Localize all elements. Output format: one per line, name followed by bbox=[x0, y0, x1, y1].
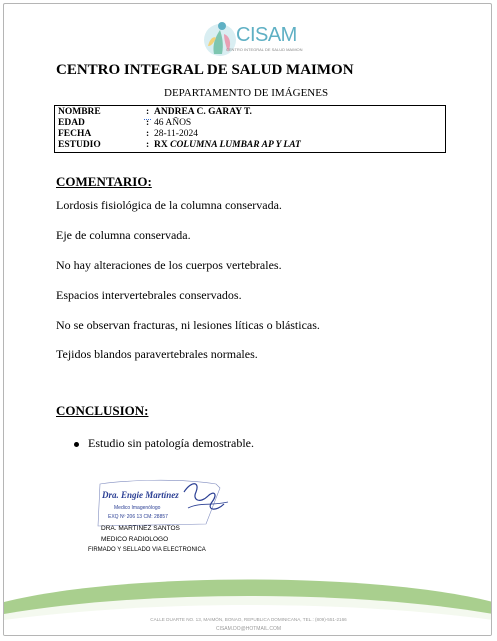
footer-email: CISAM.DO@HOTMAIL.COM bbox=[215, 626, 282, 632]
age-label: EDAD bbox=[58, 118, 85, 128]
conclusion-item: Estudio sin patología demostrable. bbox=[88, 436, 254, 450]
logo-wordmark: CISAM bbox=[236, 24, 297, 46]
patient-row-date bbox=[58, 129, 438, 140]
patient-row-study bbox=[58, 140, 438, 151]
cisam-logo bbox=[200, 16, 312, 58]
name-label: NOMBRE bbox=[58, 107, 101, 117]
age-value: 46 AÑOS bbox=[154, 118, 192, 128]
colon: : bbox=[146, 118, 150, 128]
colon: : bbox=[146, 129, 150, 139]
signature-stamp bbox=[88, 478, 238, 528]
comentario-line: Lordosis fisiológica de la columna conservada. bbox=[56, 198, 282, 212]
patient-row-age bbox=[58, 118, 438, 129]
footer-address: CALLE DUARTE NO. 13, MAIMÓN, BONAO, REPUBLICA DOMINICANA, TEL.: (809)-551-2166 bbox=[150, 617, 347, 622]
colon: : bbox=[146, 140, 150, 150]
stamp-name: Dra. Engie Martínez bbox=[102, 490, 179, 500]
study-prefix: RX bbox=[154, 140, 171, 150]
department-label: DEPARTAMENTO DE IMÁGENES bbox=[164, 87, 329, 99]
study-value bbox=[154, 140, 301, 151]
name-value: ANDREA C. GARAY T. bbox=[154, 107, 252, 117]
stamp-role: Medico Imagenólogo bbox=[114, 505, 161, 511]
conclusion-heading: CONCLUSION: bbox=[56, 403, 149, 418]
signature-note: FIRMADO Y SELLADO VIA ELECTRONICA bbox=[88, 547, 206, 553]
stamp-exq: EXQ Nº 206 13 CM: 28857 bbox=[108, 514, 168, 520]
patient-row-name bbox=[58, 107, 438, 118]
patient-info-box bbox=[54, 105, 446, 153]
date-value: 28-11-2024 bbox=[154, 129, 198, 139]
signer-name: DRA. MARTINEZ SANTOS bbox=[101, 525, 180, 532]
study-label: ESTUDIO bbox=[58, 140, 101, 150]
colon: : bbox=[146, 107, 150, 117]
comentario-heading: COMENTARIO: bbox=[56, 174, 152, 189]
comentario-line: No hay alteraciones de los cuerpos vertebrales. bbox=[56, 258, 282, 272]
logo-subtitle: CENTRO INTEGRAL DE SALUD MAIMON bbox=[226, 47, 303, 52]
signer-role: MEDICO RADIOLOGO bbox=[101, 536, 169, 543]
study-name: COLUMNA LUMBAR AP Y LAT bbox=[170, 140, 301, 150]
document-page bbox=[3, 3, 492, 636]
comentario-line: Eje de columna conservada. bbox=[56, 228, 191, 242]
comentario-line: Espacios intervertebrales conservados. bbox=[56, 288, 242, 302]
date-label: FECHA bbox=[58, 129, 92, 139]
comentario-line: No se observan fracturas, ni lesiones líticas o blásticas. bbox=[56, 318, 320, 332]
comentario-line: Tejidos blandos paravertebrales normales. bbox=[56, 347, 258, 361]
document-title: CENTRO INTEGRAL DE SALUD MAIMON bbox=[56, 62, 354, 78]
bullet-icon bbox=[74, 442, 79, 447]
